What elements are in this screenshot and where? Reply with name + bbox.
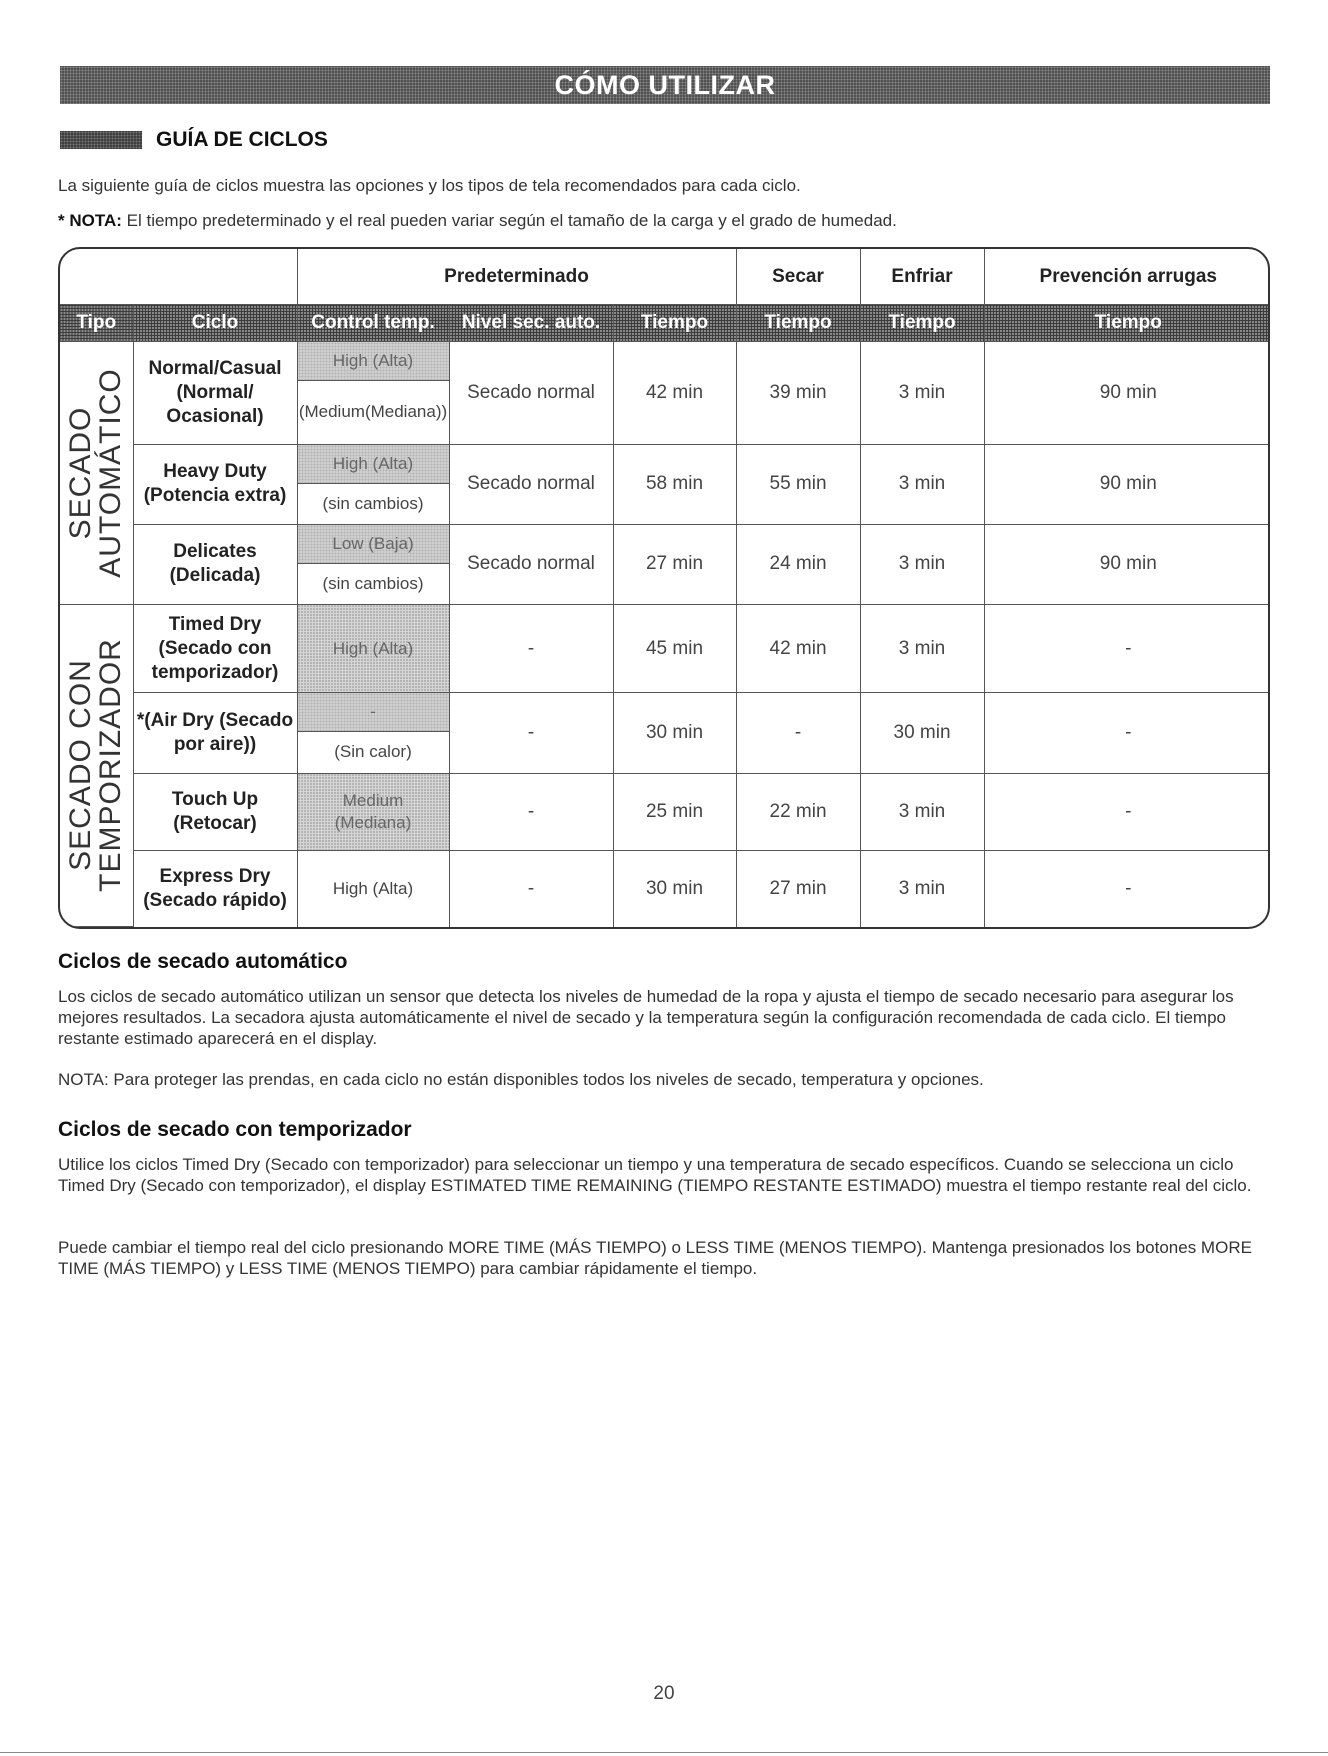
default-time: 45 min [613,604,736,692]
nota-label: * NOTA: [58,211,122,230]
cycle-name: Delicates (Delicada) [133,524,297,604]
wrinkle-prevent-time: - [984,773,1270,850]
cycle-name: Touch Up (Retocar) [133,773,297,850]
auto-dry-level: - [449,693,613,773]
dry-time: - [736,693,860,773]
wrinkle-prevent-time: 90 min [984,524,1270,604]
cycle-guide-table [58,247,1270,929]
table-row [60,444,1270,524]
dry-time: 24 min [736,524,860,604]
auto-cycles-note: NOTA: Para proteger las prendas, en cada ciclo no están disponibles todos los niveles de secado, temperatura y opciones. [58,1070,984,1089]
tipo-cell-temporizador [60,604,133,926]
temp-option: (Medium (Mediana)) [298,402,448,422]
wrinkle-prevent-time: - [984,850,1270,926]
column-header: Nivel sec. auto. [449,305,613,342]
cool-time: 30 min [860,693,984,773]
table-row [60,850,1270,926]
temp-default: High (Alta) [297,850,449,926]
temp-option: (Sin calor) [334,742,412,762]
auto-dry-level: - [449,604,613,692]
cycle-name: Express Dry (Secado rápido) [133,850,297,926]
bottom-rule [0,1752,1328,1753]
cool-time: 3 min [860,341,984,444]
auto-dry-level: Secado normal [449,524,613,604]
cycle-name: *(Air Dry (Secado por aire)) [133,693,297,773]
column-header: Control temp. [297,305,449,342]
cool-time: 3 min [860,524,984,604]
section-marker [60,131,142,149]
default-time: 27 min [613,524,736,604]
table-row [60,341,1270,444]
tipo-label-temporizador: SECADO CON TEMPORIZADOR [64,638,128,893]
tipo-cell-automatico [60,341,133,604]
temp-control-cell [297,341,449,444]
group-header-blank [60,249,297,305]
cycle-name: Normal/Casual (Normal/ Ocasional) [133,341,297,444]
temp-default: Low (Baja) [298,525,449,564]
temp-control-cell [297,693,449,773]
cycle-name: Heavy Duty (Potencia extra) [133,444,297,524]
timed-cycles-paragraph-2: Puede cambiar el tiempo real del ciclo presionando MORE TIME (MÁS TIEMPO) o LESS TIME (MENOS TIEMPO). Mantenga presionados los botones MORE TIME (MÁS TIEMPO) y LESS TIME (MENOS TIEMPO) para cambiar rápidamente el tiempo. [58,1238,1252,1278]
column-header: Tiempo [860,305,984,342]
dry-time: 55 min [736,444,860,524]
wrinkle-prevent-time: - [984,604,1270,692]
section-heading [60,126,328,154]
auto-dry-level: - [449,773,613,850]
group-header-row [60,249,1270,305]
table-row [60,604,1270,692]
group-header-prevencion: Prevención arrugas [984,249,1270,305]
group-header-predeterminado: Predeterminado [297,249,736,305]
section-title: GUÍA DE CICLOS [156,128,328,151]
temp-control-cell [297,524,449,604]
default-time: 30 min [613,850,736,926]
default-time: 42 min [613,341,736,444]
auto-cycles-paragraph: Los ciclos de secado automático utilizan un sensor que detecta los niveles de humedad de la ropa y ajusta el tiempo de secado necesario para asegurar los mejores resultados. La secadora ajusta automáticamente el nivel de secado y la temperatura según la configuración recomendada de cada ciclo. El tiempo restante estimado aparecerá en el display. [58,987,1234,1048]
table-row [60,524,1270,604]
dry-time: 27 min [736,850,860,926]
group-header-enfriar: Enfriar [860,249,984,305]
cycle-table [60,249,1270,927]
column-header: Tiempo [736,305,860,342]
temp-option: (sin cambios) [322,493,424,513]
wrinkle-prevent-time: 90 min [984,444,1270,524]
temp-default: High (Alta) [297,604,449,692]
auto-cycles-title: Ciclos de secado automático [58,950,348,973]
nota-body: El tiempo predeterminado y el real pueden variar según el tamaño de la carga y el grado de humedad. [121,211,897,230]
temp-default: High (Alta) [298,342,449,381]
temp-default: High (Alta) [298,445,449,484]
table-row [60,773,1270,850]
wrinkle-prevent-time: - [984,693,1270,773]
column-header: Tipo [60,305,133,342]
dry-time: 22 min [736,773,860,850]
temp-control-cell [297,444,449,524]
temp-default: Medium (Mediana) [297,773,449,850]
default-time: 30 min [613,693,736,773]
nota-text [58,211,897,231]
cool-time: 3 min [860,604,984,692]
timed-cycles-paragraph: Utilice los ciclos Timed Dry (Secado con temporizador) para seleccionar un tiempo y una temperatura de secado específicos. Cuando se selecciona un ciclo Timed Dry (Secado con temporizador), el display ESTIMATED TIME REMAINING (TIEMPO RESTANTE ESTIMADO) muestra el tiempo restante real del ciclo. [58,1155,1252,1195]
cool-time: 3 min [860,773,984,850]
page-number: 20 [653,1683,675,1704]
default-time: 25 min [613,773,736,850]
cycle-name: Timed Dry (Secado con temporizador) [133,604,297,692]
column-header: Tiempo [613,305,736,342]
cool-time: 3 min [860,850,984,926]
temp-option: (sin cambios) [322,573,424,593]
default-time: 58 min [613,444,736,524]
column-header-row [60,305,1270,342]
group-header-secar: Secar [736,249,860,305]
timed-cycles-title: Ciclos de secado con temporizador [58,1118,412,1141]
cool-time: 3 min [860,444,984,524]
dry-time: 39 min [736,341,860,444]
auto-dry-level: - [449,850,613,926]
column-header: Ciclo [133,305,297,342]
intro-text: La siguiente guía de ciclos muestra las opciones y los tipos de tela recomendados para cada ciclo. [58,176,801,195]
auto-dry-level: Secado normal [449,341,613,444]
dry-time: 42 min [736,604,860,692]
tipo-label-automatico: SECADO AUTOMÁTICO [64,368,128,578]
table-row [60,693,1270,773]
page-banner: CÓMO UTILIZAR [60,66,1270,104]
temp-default: - [298,693,449,732]
wrinkle-prevent-time: 90 min [984,341,1270,444]
column-header: Tiempo [984,305,1270,342]
auto-dry-level: Secado normal [449,444,613,524]
